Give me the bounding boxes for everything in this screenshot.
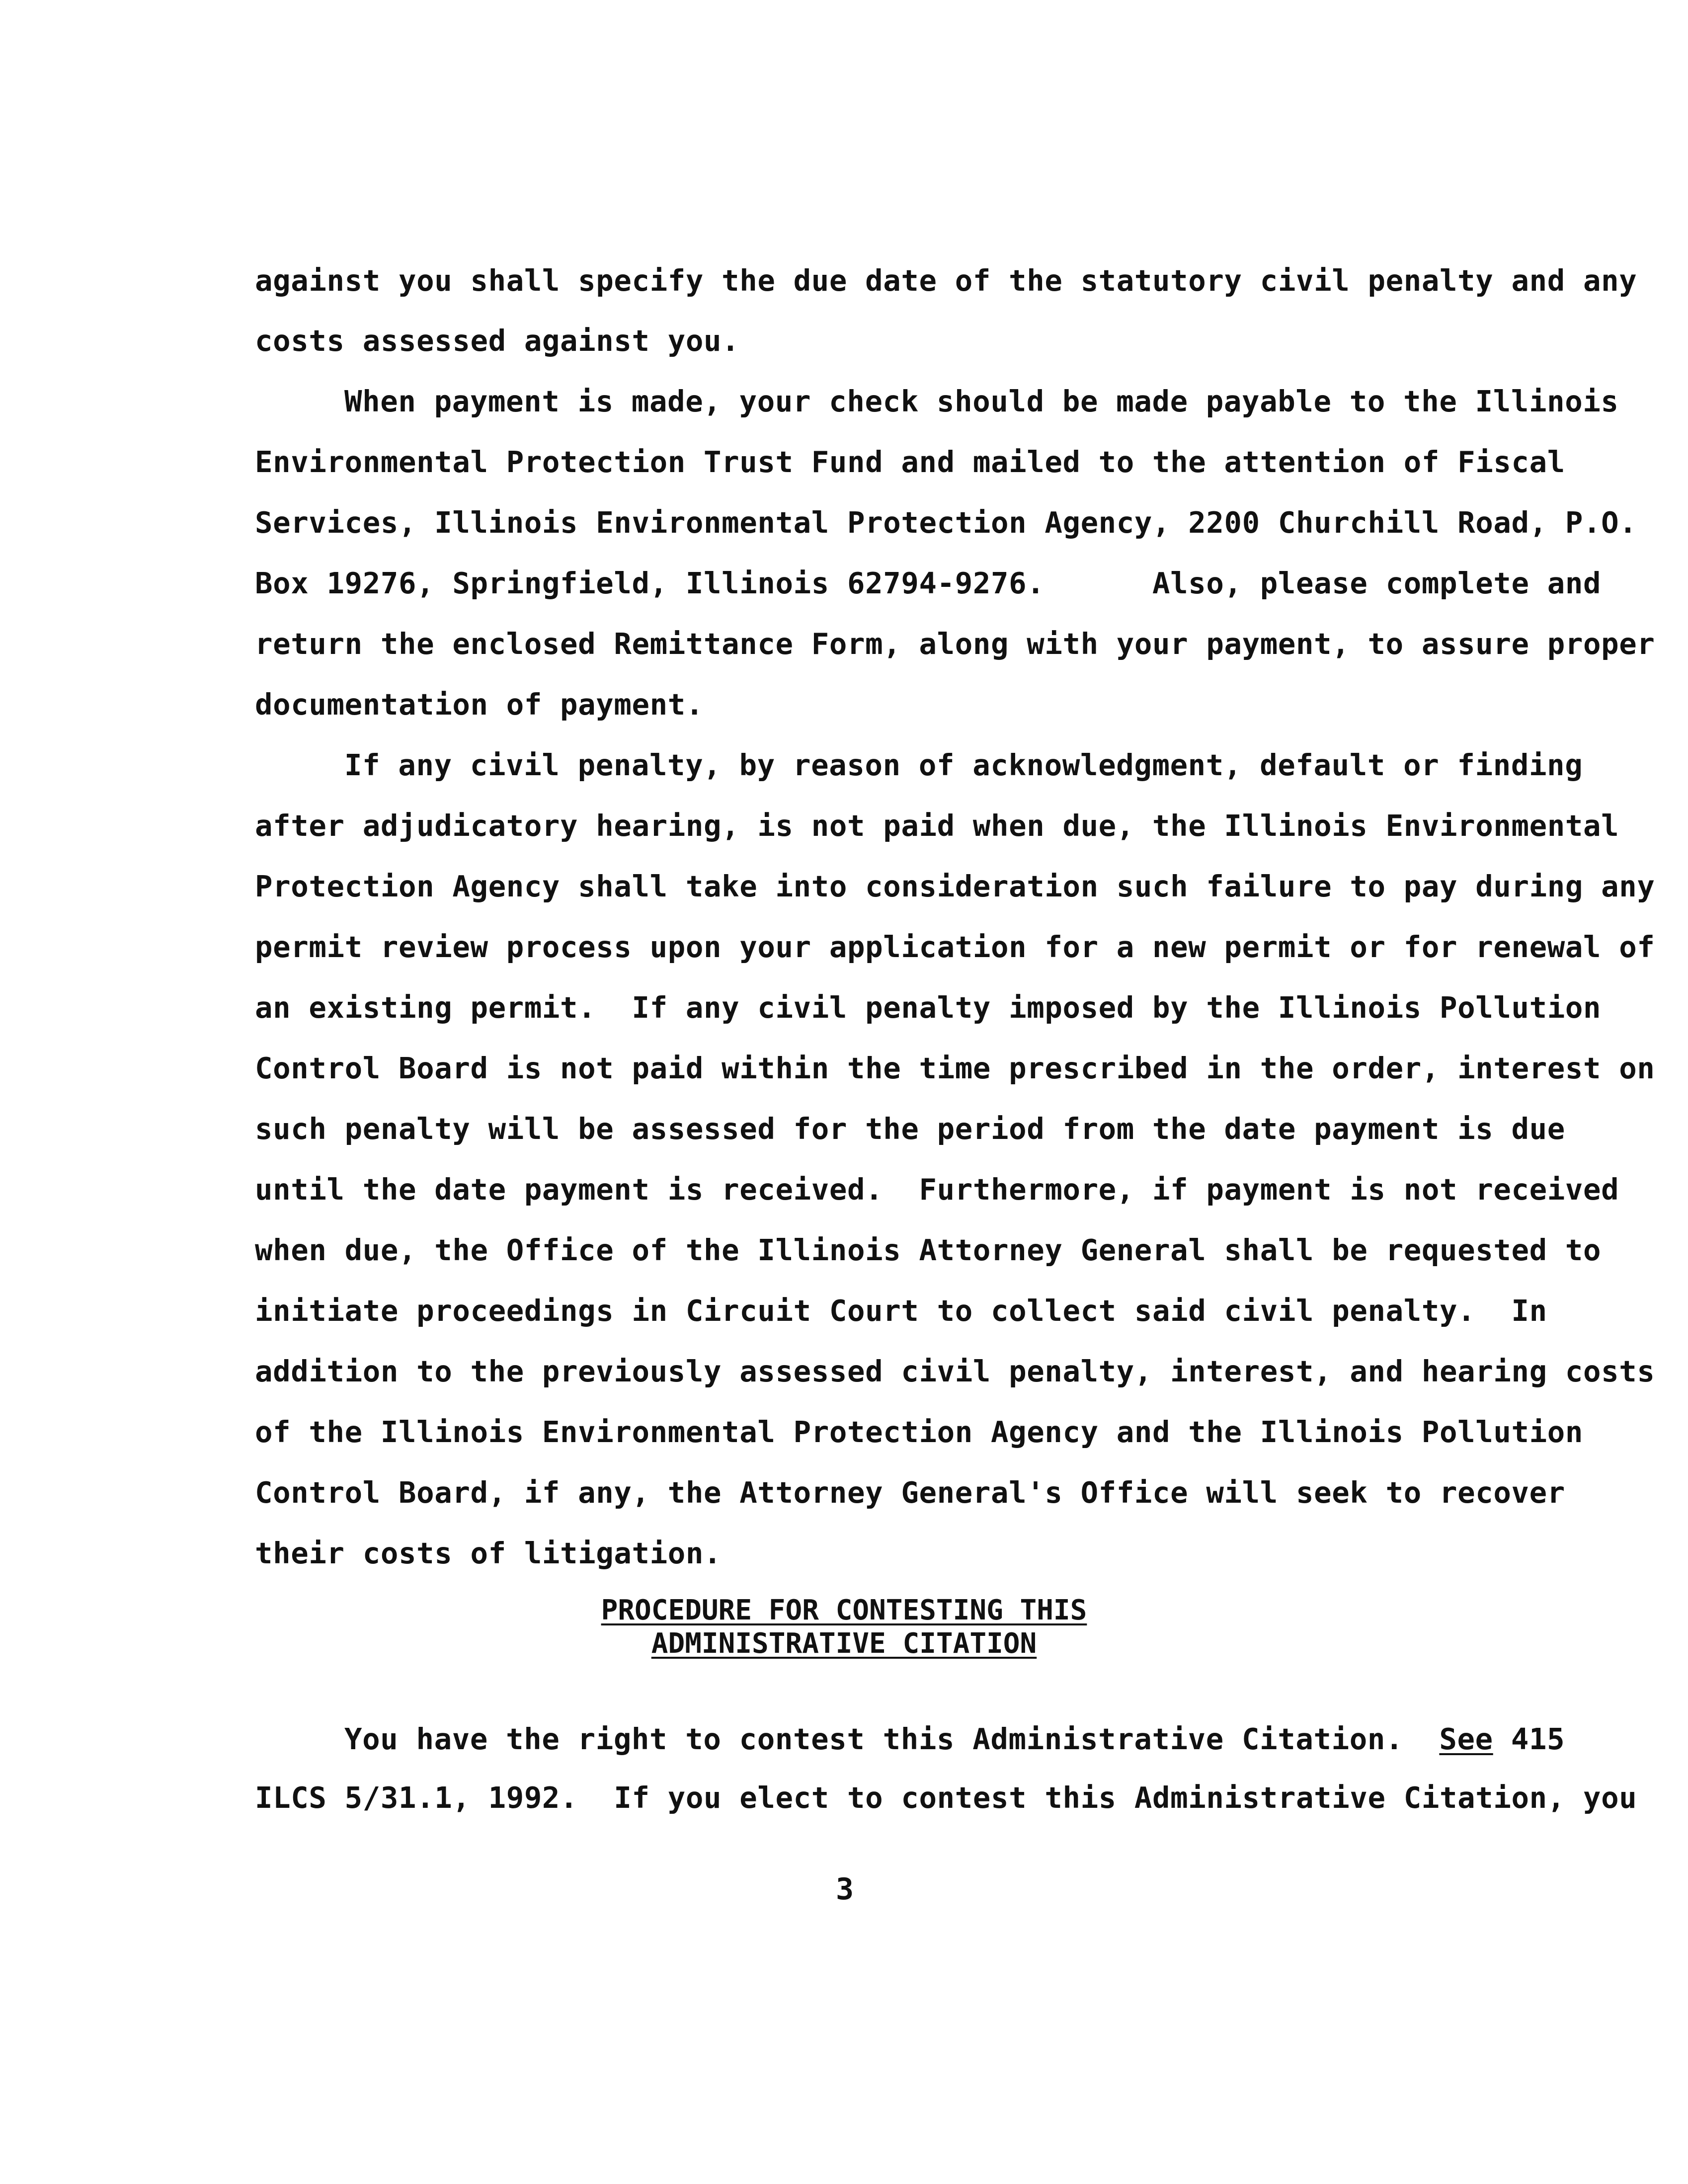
text-segment: You have the right to contest this Administrative Citation. [344, 1722, 1440, 1756]
text-line: when due, the Office of the Illinois Attorney General shall be requested to [255, 1233, 1602, 1267]
section-heading-line-2: ADMINISTRATIVE CITATION [651, 1627, 1037, 1660]
text-line: against you shall specify the due date of the statutory civil penalty and any [255, 263, 1637, 298]
text-line: their costs of litigation. [255, 1536, 722, 1570]
text-line [344, 1719, 1565, 1759]
text-line: permit review process upon your application for a new permit or for renewal of [255, 930, 1655, 964]
text-segment: 415 [1493, 1722, 1565, 1756]
text-line: Control Board is not paid within the time prescribed in the order, interest on [255, 1051, 1655, 1085]
text-line: addition to the previously assessed civil penalty, interest, and hearing costs [255, 1354, 1655, 1388]
text-line: When payment is made, your check should be made payable to the Illinois [344, 384, 1619, 418]
section-heading-line-1: PROCEDURE FOR CONTESTING THIS [601, 1594, 1087, 1626]
text-line: Environmental Protection Trust Fund and mailed to the attention of Fiscal [255, 445, 1565, 479]
text-line: Protection Agency shall take into consideration such failure to pay during any [255, 869, 1655, 903]
page-number: 3 [835, 1872, 854, 1907]
text-line: an existing permit. If any civil penalty imposed by the Illinois Pollution [255, 990, 1602, 1025]
text-line: costs assessed against you. [255, 324, 740, 358]
text-line: Box 19276, Springfield, Illinois 62794-9276. Also, please complete and [255, 566, 1602, 600]
text-line: Control Board, if any, the Attorney General's Office will seek to recover [255, 1475, 1565, 1510]
text-line: ILCS 5/31.1, 1992. If you elect to contest this Administrative Citation, you [255, 1780, 1637, 1815]
text-line: until the date payment is received. Furthermore, if payment is not received [255, 1172, 1619, 1207]
text-line: after adjudicatory hearing, is not paid when due, the Illinois Environmental [255, 809, 1619, 843]
text-line: documentation of payment. [255, 687, 704, 722]
text-line: return the enclosed Remittance Form, along with your payment, to assure proper [255, 627, 1655, 661]
text-line: If any civil penalty, by reason of acknowledgment, default or finding [344, 748, 1583, 782]
citation-signal: See [1439, 1722, 1493, 1756]
text-line: initiate proceedings in Circuit Court to collect said civil penalty. In [255, 1294, 1547, 1328]
text-line: such penalty will be assessed for the period from the date payment is due [255, 1112, 1565, 1146]
text-line: of the Illinois Environmental Protection Agency and the Illinois Pollution [255, 1415, 1583, 1449]
text-line: Services, Illinois Environmental Protection Agency, 2200 Churchill Road, P.O. [255, 505, 1637, 540]
